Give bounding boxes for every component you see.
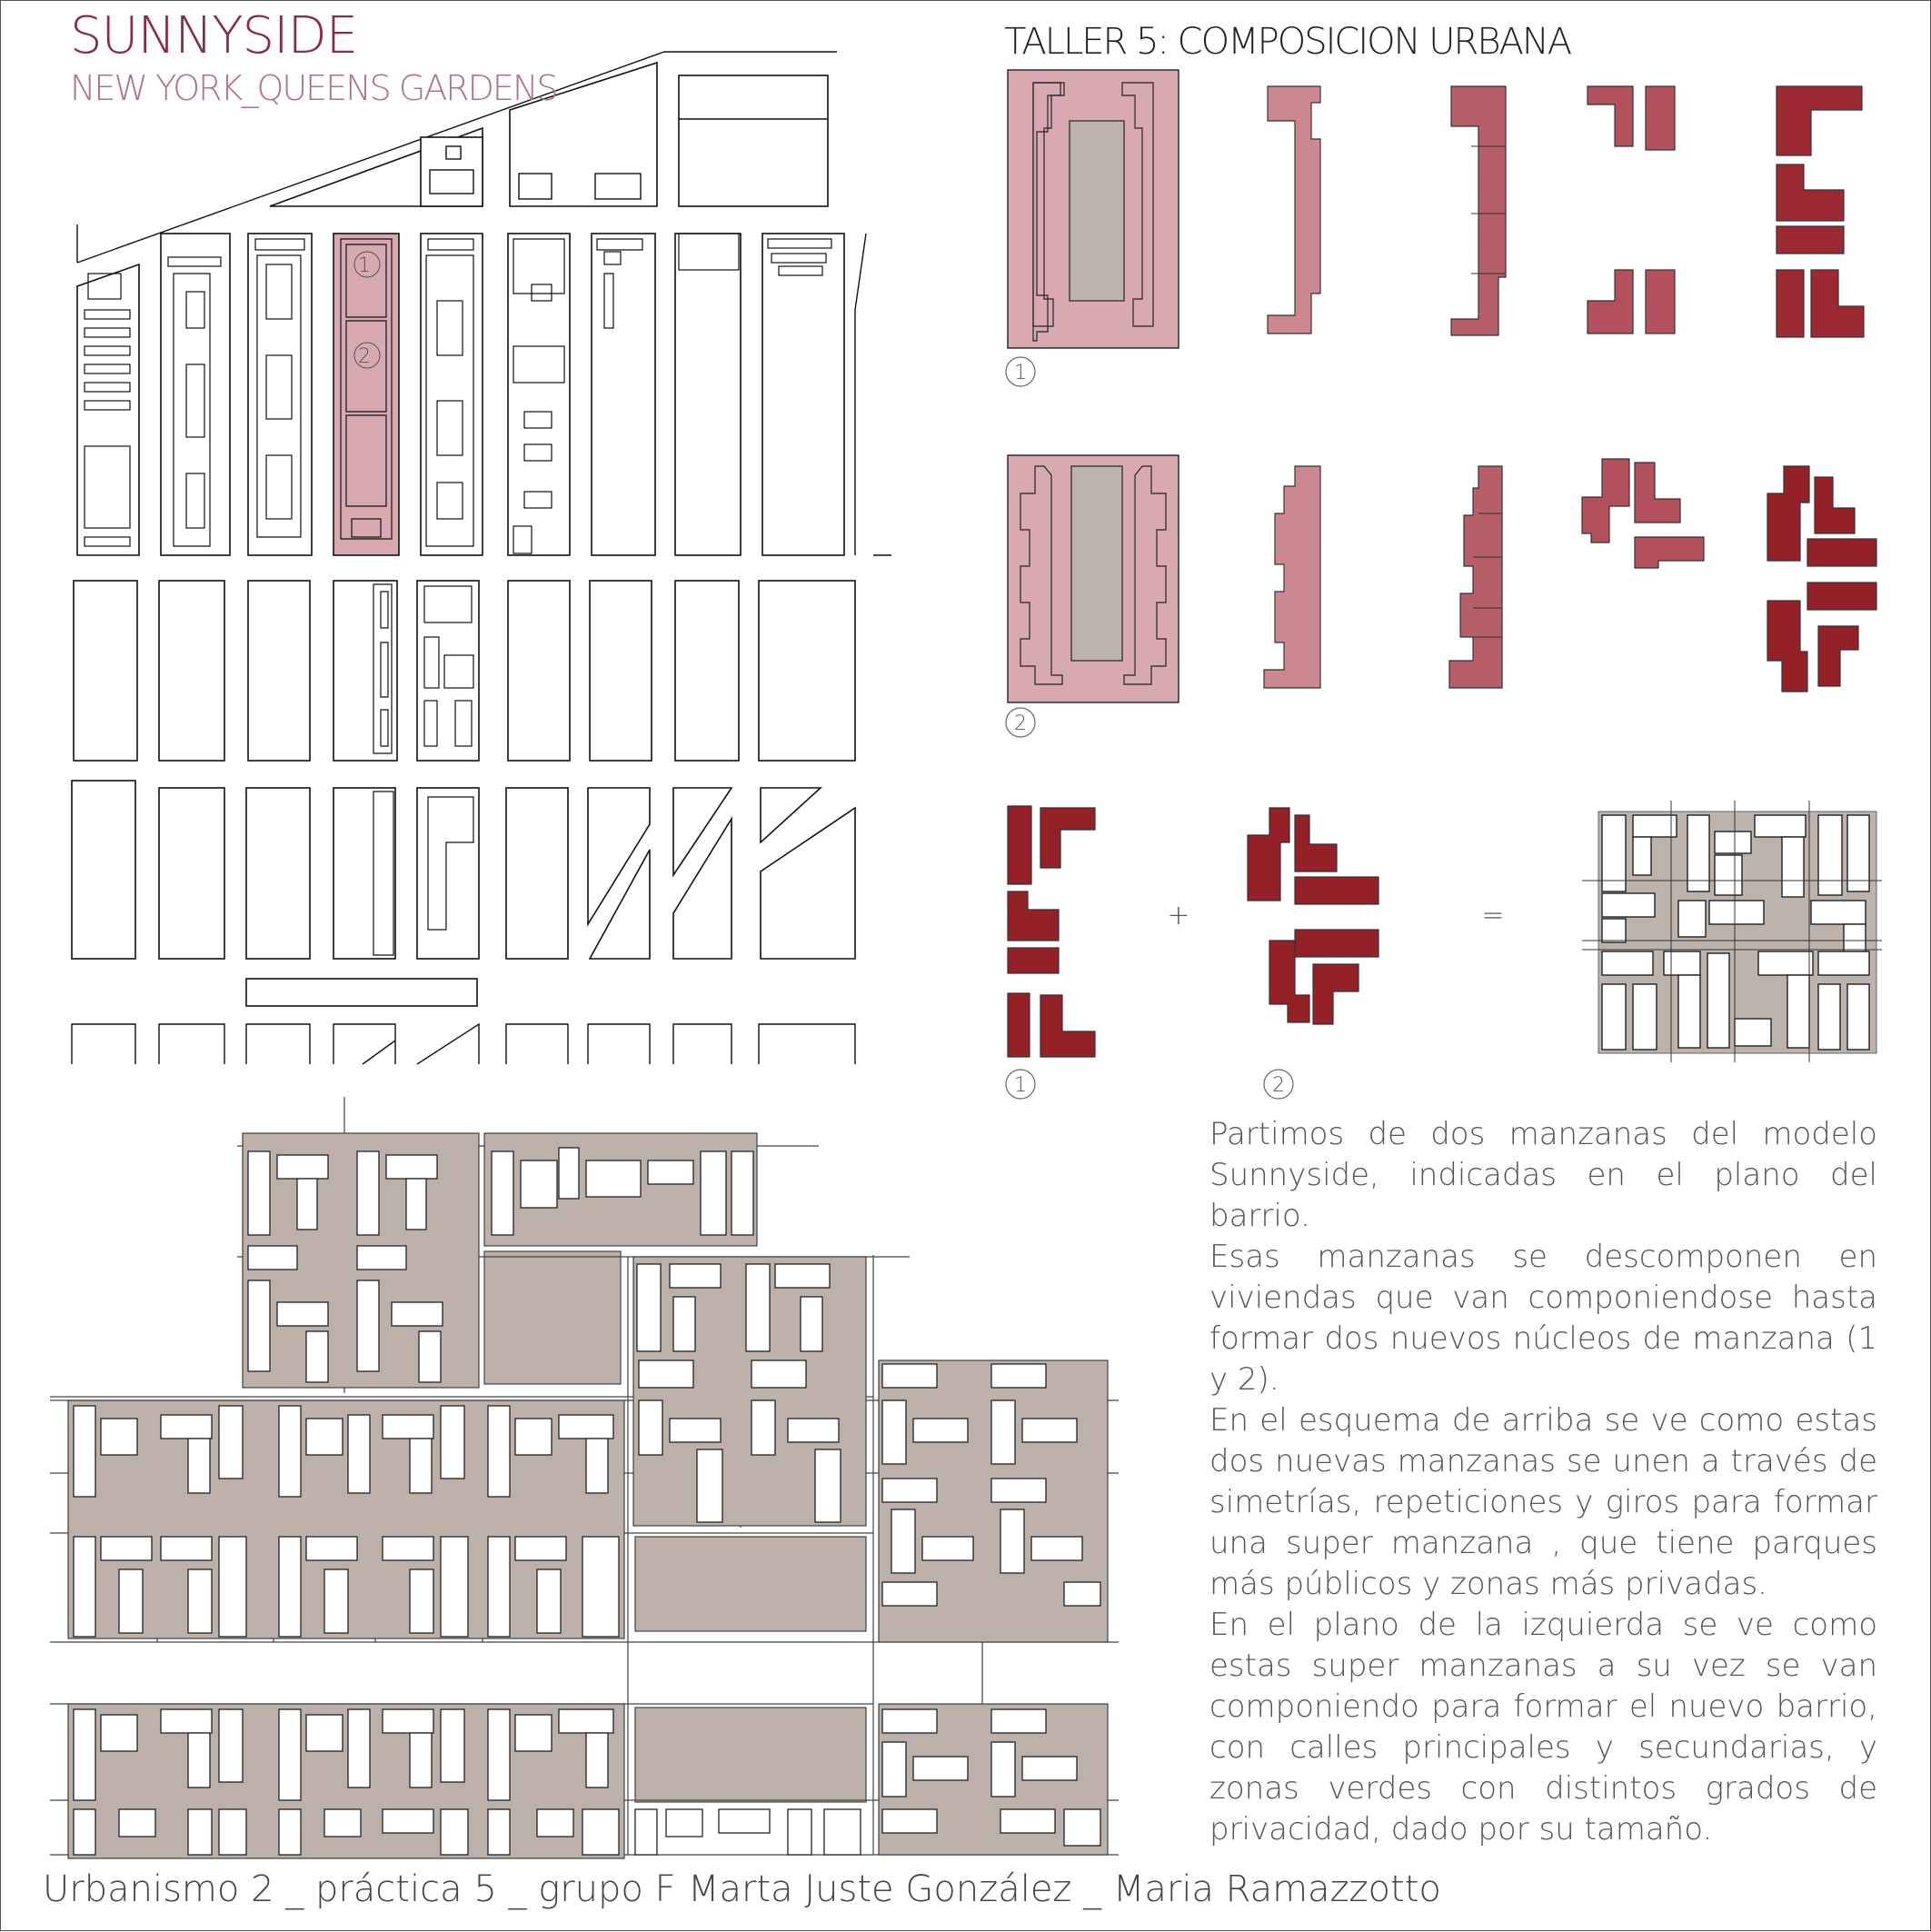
author-credit: Marta Juste González _ Maria Ramazzotto (688, 1868, 1441, 1910)
description-paragraph: En el esquema de arriba se ve como estas dos nuevas manzanas se unen a través de simetrías, repeticiones y giros para formar una super manzana , que tiene parques más públicos y zonas más privadas. (1209, 1402, 1877, 1602)
row2-stage-c3 (1635, 537, 1704, 568)
block-2-9 (759, 581, 855, 761)
super-manzana (1582, 801, 1882, 1062)
row1-stage-d4 (1777, 270, 1804, 337)
row1-courtyard (1070, 121, 1124, 301)
row2-stage-d2 (1815, 477, 1855, 533)
block-1-4-highlight (333, 234, 399, 555)
row1-stage-c3 (1588, 270, 1633, 334)
site-marker-2: 2 (358, 345, 371, 368)
page-title: SUNNYSIDE (70, 6, 358, 65)
combo2-d (1295, 930, 1379, 957)
row1-stage-d3 (1777, 226, 1844, 254)
block-row-3 (72, 781, 855, 1006)
row1-stage-b (1451, 86, 1506, 335)
combo1-e (1008, 993, 1030, 1057)
block-row-1 (77, 234, 891, 555)
description-paragraph: Partimos de dos manzanas del modelo Sunnyside, indicadas en el plano del barrio. (1209, 1116, 1877, 1234)
block-2-1 (74, 581, 137, 761)
workshop-title: TALLER 5: COMPOSICION URBANA (1004, 21, 1571, 63)
description-paragraph: Esas manzanas se descomponen en viviendas que van componiendose hasta formar dos nuevos núcleos de manzana (1 y 2). (1209, 1239, 1877, 1398)
block-3-5 (417, 788, 479, 959)
block-2-8 (675, 581, 739, 761)
row1-stage-c2 (1646, 86, 1675, 150)
long-block (246, 979, 477, 1006)
block-2-3 (248, 581, 310, 761)
block-1-6 (508, 234, 570, 555)
course-credit: Urbanismo 2 _ práctica 5 _ grupo F (43, 1868, 676, 1910)
block-3-1 (72, 781, 135, 959)
row2-stage-d1 (1767, 466, 1809, 561)
neighborhood-plan (50, 1097, 1119, 1858)
block-3-9b (761, 808, 855, 959)
row2-stage-d6 (1818, 626, 1858, 686)
block-3-3 (246, 788, 310, 959)
residential-modules (68, 1133, 1108, 1858)
description-text (1209, 1114, 1877, 1850)
composition-row-2 (1006, 455, 1876, 737)
row2-stage-c1 (1582, 459, 1629, 543)
row2-stage-a (1264, 466, 1320, 688)
site-plan (72, 52, 891, 1064)
row2-label: 2 (1014, 712, 1027, 735)
combo2-a (1248, 808, 1289, 901)
combination-row (1006, 801, 1882, 1099)
block-2-5 (417, 581, 479, 761)
page-subtitle: NEW YORK_QUEENS GARDENS (70, 68, 557, 108)
row2-courtyard (1071, 466, 1122, 661)
block-row-2 (74, 581, 855, 761)
description-paragraph: En el plano de la izquierda se ve como estas super manzanas a su vez se van componiendo para formar el nuevo barrio, con calles principales y secundarias, y zonas verdes con distintos grados de privacidad, dado por su tamaño. (1209, 1607, 1877, 1847)
combo-label-1: 1 (1014, 1074, 1027, 1097)
composition-row-1 (1006, 70, 1864, 386)
street-edge-right (855, 234, 866, 555)
row1-stage-c1 (1588, 86, 1633, 146)
combo1-c (1008, 891, 1059, 941)
plus-symbol: + (1167, 900, 1190, 931)
park-south (635, 1708, 866, 1802)
combo2-f (1313, 964, 1359, 1024)
combo2-b (1295, 815, 1337, 871)
block-1-2 (161, 234, 230, 555)
upper-block-c (679, 75, 828, 206)
row1-stage-d5 (1811, 270, 1864, 337)
combo1-d (1008, 948, 1059, 973)
combo-label-2: 2 (1272, 1074, 1285, 1097)
block-1-7 (592, 234, 655, 555)
block-2-7 (590, 581, 652, 761)
site-marker-1: 1 (358, 254, 371, 277)
block-3-9 (761, 788, 821, 842)
block-row-4 (72, 1024, 855, 1064)
block-3-6 (506, 788, 568, 959)
row1-stage-d2 (1777, 164, 1844, 221)
combo1-f (1040, 995, 1095, 1057)
park-east (635, 1537, 866, 1631)
block-2-2 (159, 581, 224, 761)
block-1-8 (675, 234, 741, 555)
block-1-9 (762, 234, 844, 555)
equals-symbol: = (1481, 900, 1505, 931)
row2-stage-d5 (1767, 601, 1807, 692)
combo1-b (1040, 808, 1095, 868)
combo1-a (1008, 806, 1031, 884)
row2-stage-c2 (1635, 463, 1680, 523)
row1-stage-d1 (1777, 86, 1862, 155)
block-3-4 (333, 788, 395, 959)
row1-stage-a (1268, 86, 1320, 334)
row2-stage-b (1449, 466, 1502, 688)
row1-label: 1 (1014, 362, 1027, 384)
combo2-c (1295, 877, 1379, 904)
row1-stage-c4 (1646, 270, 1675, 334)
block-3-2 (159, 788, 224, 959)
row2-stage-d3 (1807, 539, 1876, 566)
park-central (484, 1251, 621, 1384)
block-2-6 (508, 581, 570, 761)
row2-stage-d4 (1807, 583, 1876, 610)
